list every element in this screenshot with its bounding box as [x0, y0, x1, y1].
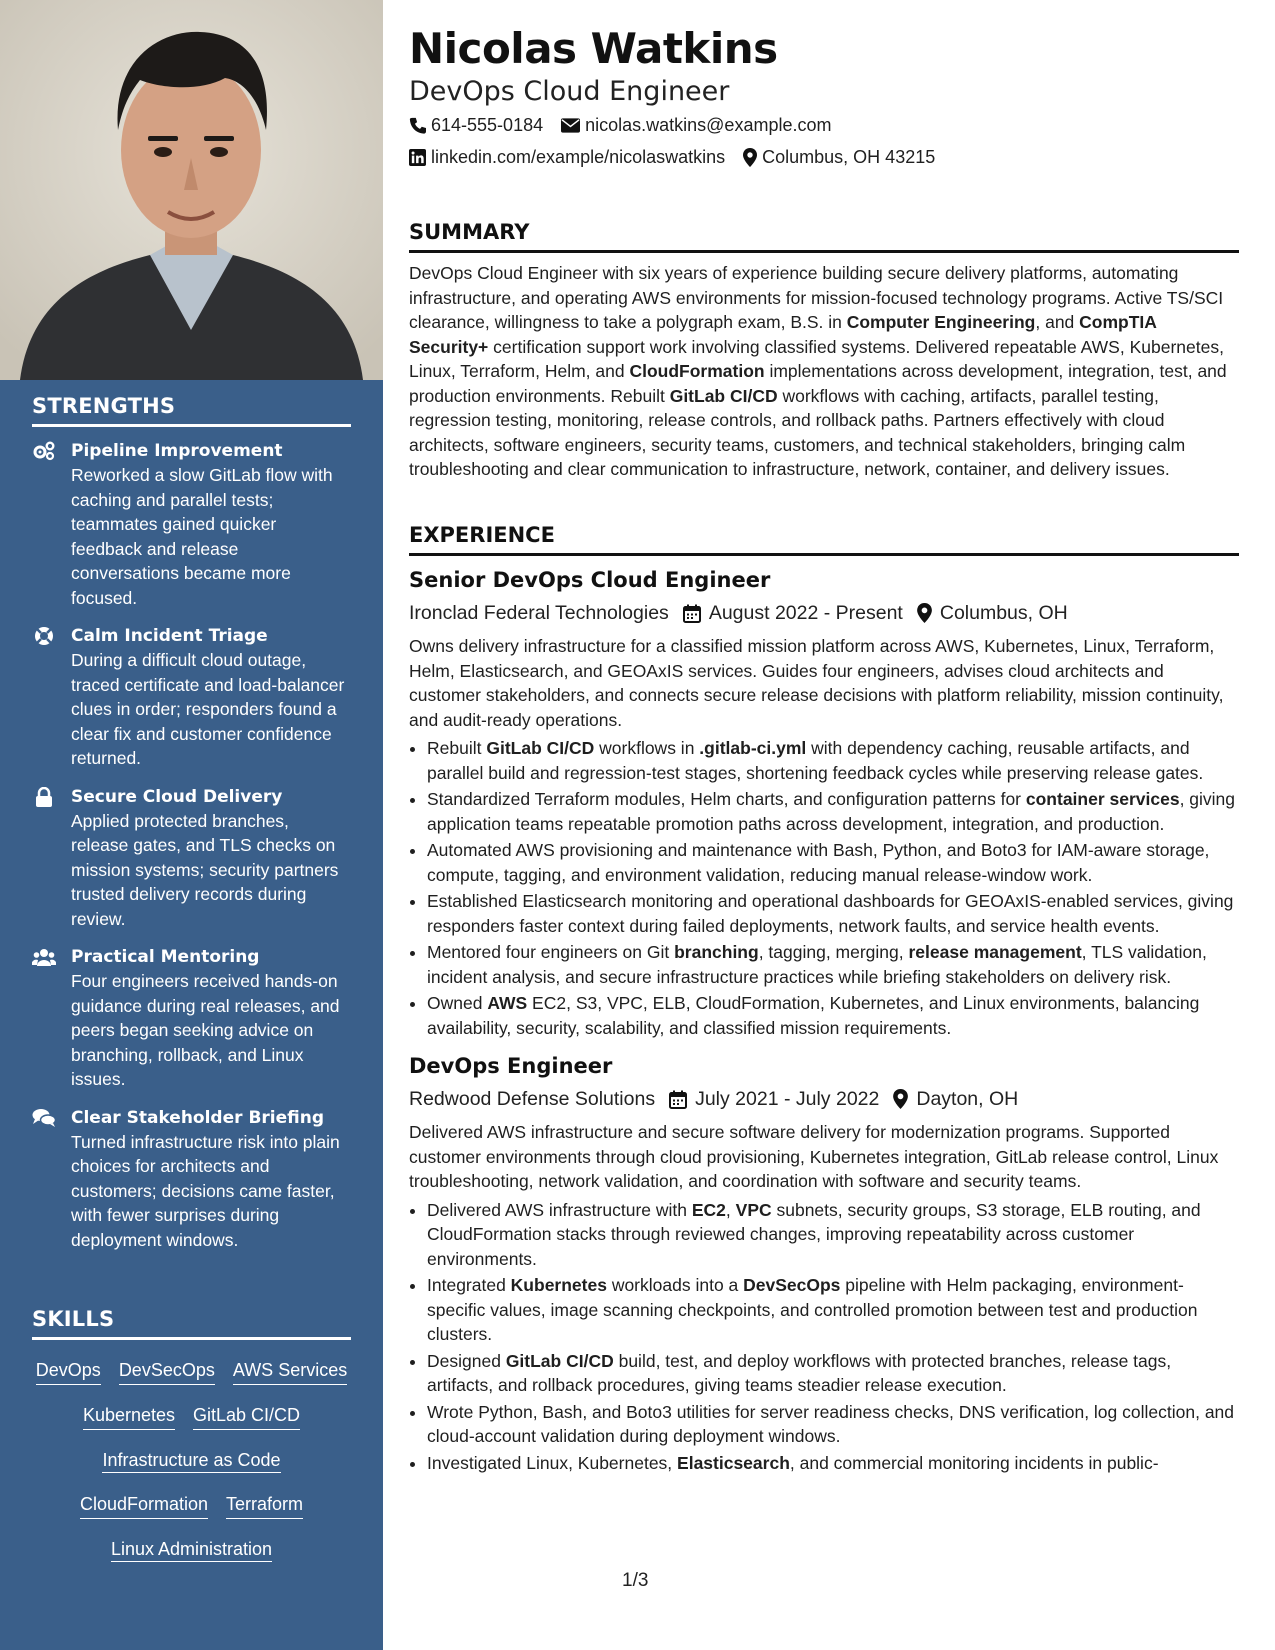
skills-section: [32, 1307, 351, 1563]
skill-tag: CloudFormation: [80, 1492, 208, 1519]
job-title: DevOps Engineer: [409, 1054, 613, 1078]
map-pin-icon: [743, 148, 757, 167]
strengths-heading: STRENGTHS: [32, 394, 351, 427]
profile-photo: [0, 0, 383, 380]
strength-title: Practical Mentoring: [71, 947, 260, 967]
candidate-role: DevOps Cloud Engineer: [409, 76, 730, 107]
page-number: 1/3: [622, 1570, 649, 1591]
skill-row: [32, 1448, 351, 1474]
bullet-item: • Designed GitLab CI/CD build, test, and deploy workflows with protected branches, release tags, artifacts, and rollback procedures, giving teams steadier release execution.: [427, 1349, 1239, 1398]
email-contact[interactable]: [561, 113, 831, 137]
job-entry: [409, 1052, 1239, 1475]
strength-title: Secure Cloud Delivery: [71, 786, 283, 807]
skill-tag: DevOps: [36, 1358, 101, 1385]
skill-tag: AWS Services: [233, 1358, 347, 1385]
calendar-icon: [669, 1090, 687, 1109]
location-text: Columbus, OH 43215: [762, 147, 936, 167]
phone-icon: [409, 117, 426, 134]
job-title: Senior DevOps Cloud Engineer: [409, 568, 771, 592]
job-description: Delivered AWS infrastructure and secure software delivery for modernization programs. Supported customer environments through cloud provisioning, Kubernetes integration, GitLab release control, Linux troubleshooting, network validation, and coordination with software and security teams.: [409, 1122, 1219, 1191]
job-location: Dayton, OH: [893, 1086, 1018, 1112]
map-pin-icon: [893, 1089, 908, 1109]
skill-tag: Kubernetes: [83, 1403, 175, 1430]
experience-section: [409, 522, 1239, 1477]
calendar-icon: [683, 604, 701, 623]
strength-title: Pipeline Improvement: [71, 441, 283, 461]
email-text: nicolas.watkins@example.com: [585, 115, 832, 135]
job-entry: [409, 566, 1239, 1040]
contact-row-1: [409, 113, 849, 137]
strength-desc: Four engineers received hands-on guidance during real releases, and peers began seeking advice on branching, rollback, and Linux issues.: [71, 971, 340, 1089]
skill-tag: Linux Administration: [111, 1539, 272, 1562]
summary-text: DevOps Cloud Engineer with six years of experience building secure delivery platforms, automating infrastructure, and operating AWS environments for mission-focused technology programs. Active TS/SCI clearance, willingness to take a polygraph exam, B.S. in Computer Engineering, and CompTIA Security+ certification support work involving classified systems. Delivered repeatable AWS, Kubernetes, Linux, Terraform, Helm, and CloudFormation implementations across development, integration, test, and production environments. Rebuilt GitLab CI/CD workflows with caching, artifacts, parallel testing, regression testing, monitoring, release controls, and rollback paths. Partners effectively with cloud architects, software engineers, security teams, customers, and technical stakeholders, bringing calm troubleshooting and clear communication to infrastructure, network, container, and delivery issues.: [409, 263, 1227, 479]
job-dates: August 2022 - Present: [683, 600, 903, 626]
sidebar: [0, 0, 383, 1650]
candidate-name: Nicolas Watkins: [409, 24, 778, 73]
location-contact: [743, 145, 935, 169]
strength-item: [32, 785, 351, 932]
comments-icon: [32, 1107, 56, 1129]
lock-icon: [32, 786, 56, 808]
job-description: Owns delivery infrastructure for a classified mission platform across AWS, Kubernetes, Linux, Terraform, Helm, Elasticsearch, and GEOAxIS services. Guides four engineers, advises cloud architects and customer stakeholders, and connects secure release decisions with platform reliability, mission continuity, and audit-ready operations.: [409, 636, 1224, 730]
strength-desc: Applied protected branches, release gates, and TLS checks on mission systems; security partners trusted delivery records during review.: [71, 810, 339, 929]
bullet-item: • Wrote Python, Bash, and Boto3 utilities for server readiness checks, DNS verification, log collection, and cloud-account validation during deployment windows.: [427, 1400, 1239, 1449]
bullet-item: • Rebuilt GitLab CI/CD workflows in .gitlab-ci.yml with dependency caching, reusable artifacts, and parallel build and regression-test stages, shortening feedback cycles while preserving release gates.: [427, 736, 1239, 785]
phone-text: 614-555-0184: [431, 115, 544, 135]
strength-item: [32, 624, 351, 771]
bullet-item: • Investigated Linux, Kubernetes, Elasticsearch, and commercial monitoring incidents in public-: [427, 1451, 1239, 1476]
strengths-section: [32, 394, 351, 1252]
bullet-item: • Owned AWS EC2, S3, VPC, ELB, CloudFormation, Kubernetes, and Linux environments, balancing availability, security, scalability, and classified mission requirements.: [427, 991, 1239, 1040]
job-company: Ironclad Federal Technologies: [409, 602, 669, 624]
strength-title: Clear Stakeholder Briefing: [71, 1107, 325, 1128]
bullet-item: • Established Elasticsearch monitoring and operational dashboards for GEOAxIS-enabled services, giving responders faster context during failed deployments, network faults, and service health events.: [427, 889, 1239, 938]
linkedin-contact[interactable]: [409, 145, 725, 169]
skill-tag: Terraform: [226, 1492, 303, 1519]
envelope-icon: [561, 118, 580, 133]
strength-item: [32, 439, 351, 610]
job-company: Redwood Defense Solutions: [409, 1088, 656, 1110]
skills-heading: SKILLS: [32, 1307, 351, 1340]
strength-title: Calm Incident Triage: [71, 626, 268, 646]
strength-desc: Reworked a slow GitLab flow with caching and parallel tests; teammates gained quicker feedback and release conversations became more focused.: [71, 465, 333, 608]
job-meta: [409, 1086, 1239, 1112]
job-bullets: [409, 736, 1239, 1040]
job-meta: [409, 600, 1239, 626]
job-bullets: [409, 1198, 1239, 1476]
linkedin-icon: [409, 149, 426, 166]
job-dates: July 2021 - July 2022: [669, 1086, 879, 1112]
gears-icon: [32, 440, 56, 462]
skills-list: [32, 1358, 351, 1563]
summary-section: [409, 219, 1239, 482]
summary-heading: SUMMARY: [409, 219, 1239, 253]
bullet-item: • Delivered AWS infrastructure with EC2, VPC subnets, security groups, S3 storage, ELB routing, and CloudFormation stacks through reviewed changes, improving repeatability across customer environments.: [427, 1198, 1239, 1272]
strength-desc: During a difficult cloud outage, traced certificate and load-balancer clues in order; responders found a clear fix and customer confidence returned.: [71, 650, 345, 768]
linkedin-text: linkedin.com/example/nicolaswatkins: [431, 147, 726, 167]
experience-heading: EXPERIENCE: [409, 522, 1239, 556]
skill-tag: DevSecOps: [119, 1358, 215, 1385]
bullet-item: • Automated AWS provisioning and maintenance with Bash, Python, and Boto3 for IAM-aware storage, compute, tagging, and environment validation, reducing manual release-window work.: [427, 838, 1239, 887]
bullet-item: • Mentored four engineers on Git branching, tagging, merging, release management, TLS validation, incident analysis, and secure infrastructure practices while briefing stakeholders on delivery risk.: [427, 940, 1239, 989]
skill-row: [32, 1537, 351, 1563]
phone-contact[interactable]: [409, 113, 543, 137]
strength-item: [32, 945, 351, 1092]
skill-tag: Infrastructure as Code: [102, 1450, 280, 1473]
life-ring-icon: [32, 625, 56, 647]
bullet-item: • Integrated Kubernetes workloads into a DevSecOps pipeline with Helm packaging, environment-specific values, image scanning checkpoints, and controlled promotion between test and production clusters.: [427, 1273, 1239, 1347]
strength-desc: Turned infrastructure risk into plain choices for architects and customers; decisions came faster, with fewer surprises during deployment windows.: [71, 1131, 340, 1250]
contact-row-2: [409, 145, 953, 169]
job-location: Columbus, OH: [917, 600, 1068, 626]
users-icon: [32, 946, 56, 968]
bullet-item: • Standardized Terraform modules, Helm charts, and configuration patterns for container services, giving application teams repeatable promotion paths across development, integration, and production.: [427, 787, 1239, 836]
map-pin-icon: [917, 603, 932, 623]
skill-tag: GitLab CI/CD: [193, 1403, 300, 1430]
strength-item: [32, 1106, 351, 1253]
